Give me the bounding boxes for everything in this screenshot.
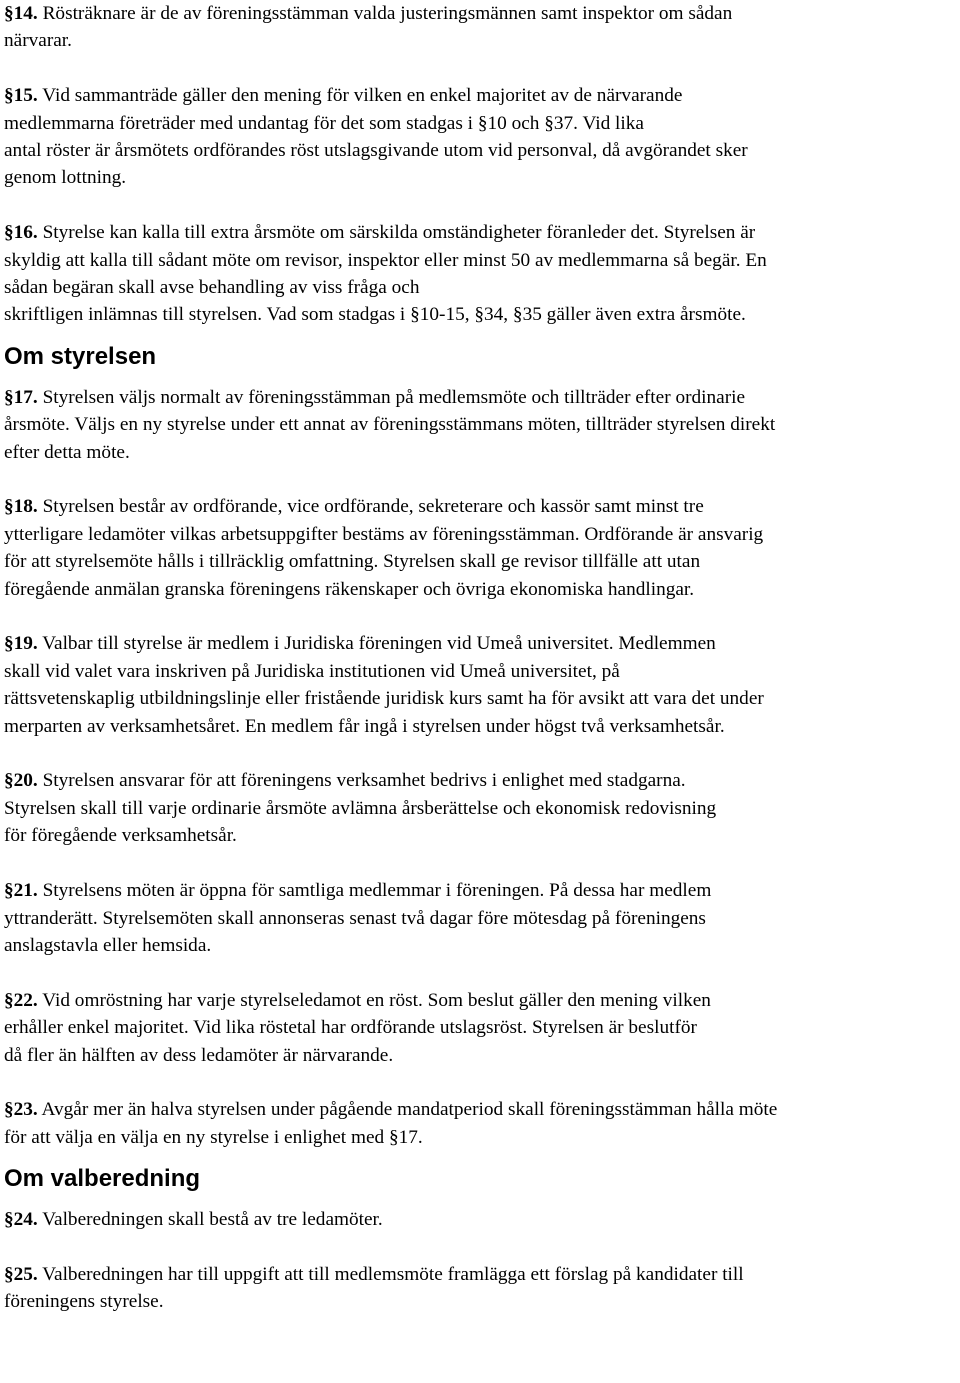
paragraph-line: skriftligen inlämnas till styrelsen. Vad som stadgas i §10-15, §34, §35 gäller även extra årsmöte. bbox=[4, 304, 746, 326]
paragraph-23 bbox=[4, 1096, 959, 1151]
line-text: Vid sammanträde gäller den mening för vilken en enkel majoritet av de närvarande bbox=[37, 85, 683, 107]
paragraph-line: ytterligare ledamöter vilkas arbetsuppgifter bestäms av föreningsstämman. Ordförande är ansvarig bbox=[4, 523, 764, 545]
document-page bbox=[4, 0, 959, 1316]
section-number: §23. bbox=[4, 1099, 38, 1121]
paragraph-line: föregående anmälan granska föreningens räkenskaper och övriga ekonomiska handlingar. bbox=[4, 578, 695, 600]
paragraph-line: efter detta möte. bbox=[4, 441, 130, 463]
paragraph-line: för att styrelsemöte hålls i tillräcklig omfattning. Styrelsen skall ge revisor tillfälle att utan bbox=[4, 551, 701, 573]
section-number: §22. bbox=[4, 989, 38, 1011]
paragraph-18 bbox=[4, 493, 959, 603]
paragraph-line: för att välja en välja en ny styrelse i enlighet med §17. bbox=[4, 1126, 423, 1148]
line-text: Valbar till styrelse är medlem i Juridiska föreningen vid Umeå universitet. Medlemmen bbox=[37, 633, 716, 655]
section-number: §15. bbox=[4, 85, 38, 107]
paragraph-line bbox=[4, 493, 959, 520]
paragraph-line: merparten av verksamhetsåret. En medlem får ingå i styrelsen under högst två verksamhetsår. bbox=[4, 715, 725, 737]
paragraph-15 bbox=[4, 82, 959, 192]
line-text: Styrelse kan kalla till extra årsmöte om särskilda omständigheter föranleder det. Styrelsen är bbox=[37, 222, 756, 244]
line-text: Styrelsen består av ordförande, vice ordförande, sekreterare och kassör samt minst tre bbox=[37, 496, 704, 518]
section-number: §17. bbox=[4, 386, 38, 408]
paragraph-line: närvarar. bbox=[4, 30, 72, 52]
paragraph-line: genom lottning. bbox=[4, 167, 127, 189]
section-number: §14. bbox=[4, 3, 38, 24]
section-number: §20. bbox=[4, 770, 38, 792]
paragraph-25 bbox=[4, 1261, 959, 1316]
section-heading: Om valberedning bbox=[4, 1165, 201, 1193]
paragraph-line: för föregående verksamhetsår. bbox=[4, 825, 237, 847]
paragraph-line bbox=[4, 219, 959, 246]
paragraph-line bbox=[4, 0, 959, 27]
paragraph-line: skyldig att kalla till sådant möte om revisor, inspektor eller minst 50 av medlemmarna så begär. En bbox=[4, 249, 767, 271]
paragraph-line: skall vid valet vara inskriven på Juridiska institutionen vid Umeå universitet, på bbox=[4, 660, 620, 682]
section-number: §18. bbox=[4, 496, 38, 518]
paragraph-line bbox=[4, 384, 959, 411]
paragraph-19 bbox=[4, 630, 959, 740]
paragraph-line: rättsvetenskaplig utbildningslinje eller fristående juridisk kurs samt ha för avsikt att vara det under bbox=[4, 688, 764, 710]
line-text: Vid omröstning har varje styrelseledamot en röst. Som beslut gäller den mening vilken bbox=[37, 989, 711, 1011]
paragraph-line: årsmöte. Väljs en ny styrelse under ett annat av föreningsstämmans möten, tillträder styrelsen direkt bbox=[4, 414, 776, 436]
line-text: Valberedningen skall bestå av tre ledamöter. bbox=[37, 1209, 383, 1231]
paragraph-line: föreningens styrelse. bbox=[4, 1291, 164, 1313]
paragraph-line bbox=[4, 82, 959, 109]
line-text: Styrelsens möten är öppna för samtliga medlemmar i föreningen. På dessa har medlem bbox=[37, 880, 712, 902]
paragraph-14 bbox=[4, 0, 959, 55]
paragraph-line bbox=[4, 1206, 959, 1233]
line-text: Rösträknare är de av föreningsstämman valda justeringsmännen samt inspektor om sådan bbox=[37, 3, 733, 24]
section-number: §24. bbox=[4, 1209, 38, 1231]
paragraph-line bbox=[4, 1261, 959, 1288]
paragraph-line: erhåller enkel majoritet. Vid lika röstetal har ordförande utslagsröst. Styrelsen är beslutför bbox=[4, 1017, 697, 1039]
paragraph-line: medlemmarna företräder med undantag för det som stadgas i §10 och §37. Vid lika bbox=[4, 112, 644, 134]
paragraph-line bbox=[4, 767, 959, 794]
paragraph-line: sådan begäran skall avse behandling av viss fråga och bbox=[4, 277, 420, 299]
paragraph-line bbox=[4, 877, 959, 904]
section-number: §19. bbox=[4, 633, 38, 655]
paragraph-21 bbox=[4, 877, 959, 959]
section-number: §21. bbox=[4, 880, 38, 902]
paragraph-line bbox=[4, 630, 959, 657]
paragraph-16 bbox=[4, 219, 959, 329]
paragraph-line: Styrelsen skall till varje ordinarie årsmöte avlämna årsberättelse och ekonomisk redovisning bbox=[4, 797, 717, 819]
section-heading: Om styrelsen bbox=[4, 342, 157, 370]
paragraph-line: antal röster är årsmötets ordförandes röst utslagsgivande utom vid personval, då avgörandet sker bbox=[4, 140, 748, 162]
paragraph-line: anslagstavla eller hemsida. bbox=[4, 934, 212, 956]
paragraph-17 bbox=[4, 384, 959, 466]
paragraph-20 bbox=[4, 767, 959, 849]
line-text: Styrelsen väljs normalt av föreningsstämman på medlemsmöte och tillträder efter ordinarie bbox=[37, 386, 746, 408]
paragraph-line bbox=[4, 1096, 959, 1123]
paragraph-line: yttranderätt. Styrelsemöten skall annonseras senast två dagar före mötesdag på föreningens bbox=[4, 907, 706, 929]
paragraph-line bbox=[4, 987, 959, 1014]
line-text: Avgår mer än halva styrelsen under pågående mandatperiod skall föreningsstämman hålla möte bbox=[37, 1099, 778, 1121]
section-number: §16. bbox=[4, 222, 38, 244]
line-text: Styrelsen ansvarar för att föreningens verksamhet bedrivs i enlighet med stadgarna. bbox=[37, 770, 686, 792]
paragraph-22 bbox=[4, 987, 959, 1069]
line-text: Valberedningen har till uppgift att till medlemsmöte framlägga ett förslag på kandidater till bbox=[37, 1263, 744, 1285]
paragraph-line: då fler än hälften av dess ledamöter är närvarande. bbox=[4, 1044, 394, 1066]
paragraph-24 bbox=[4, 1206, 959, 1233]
section-number: §25. bbox=[4, 1263, 38, 1285]
